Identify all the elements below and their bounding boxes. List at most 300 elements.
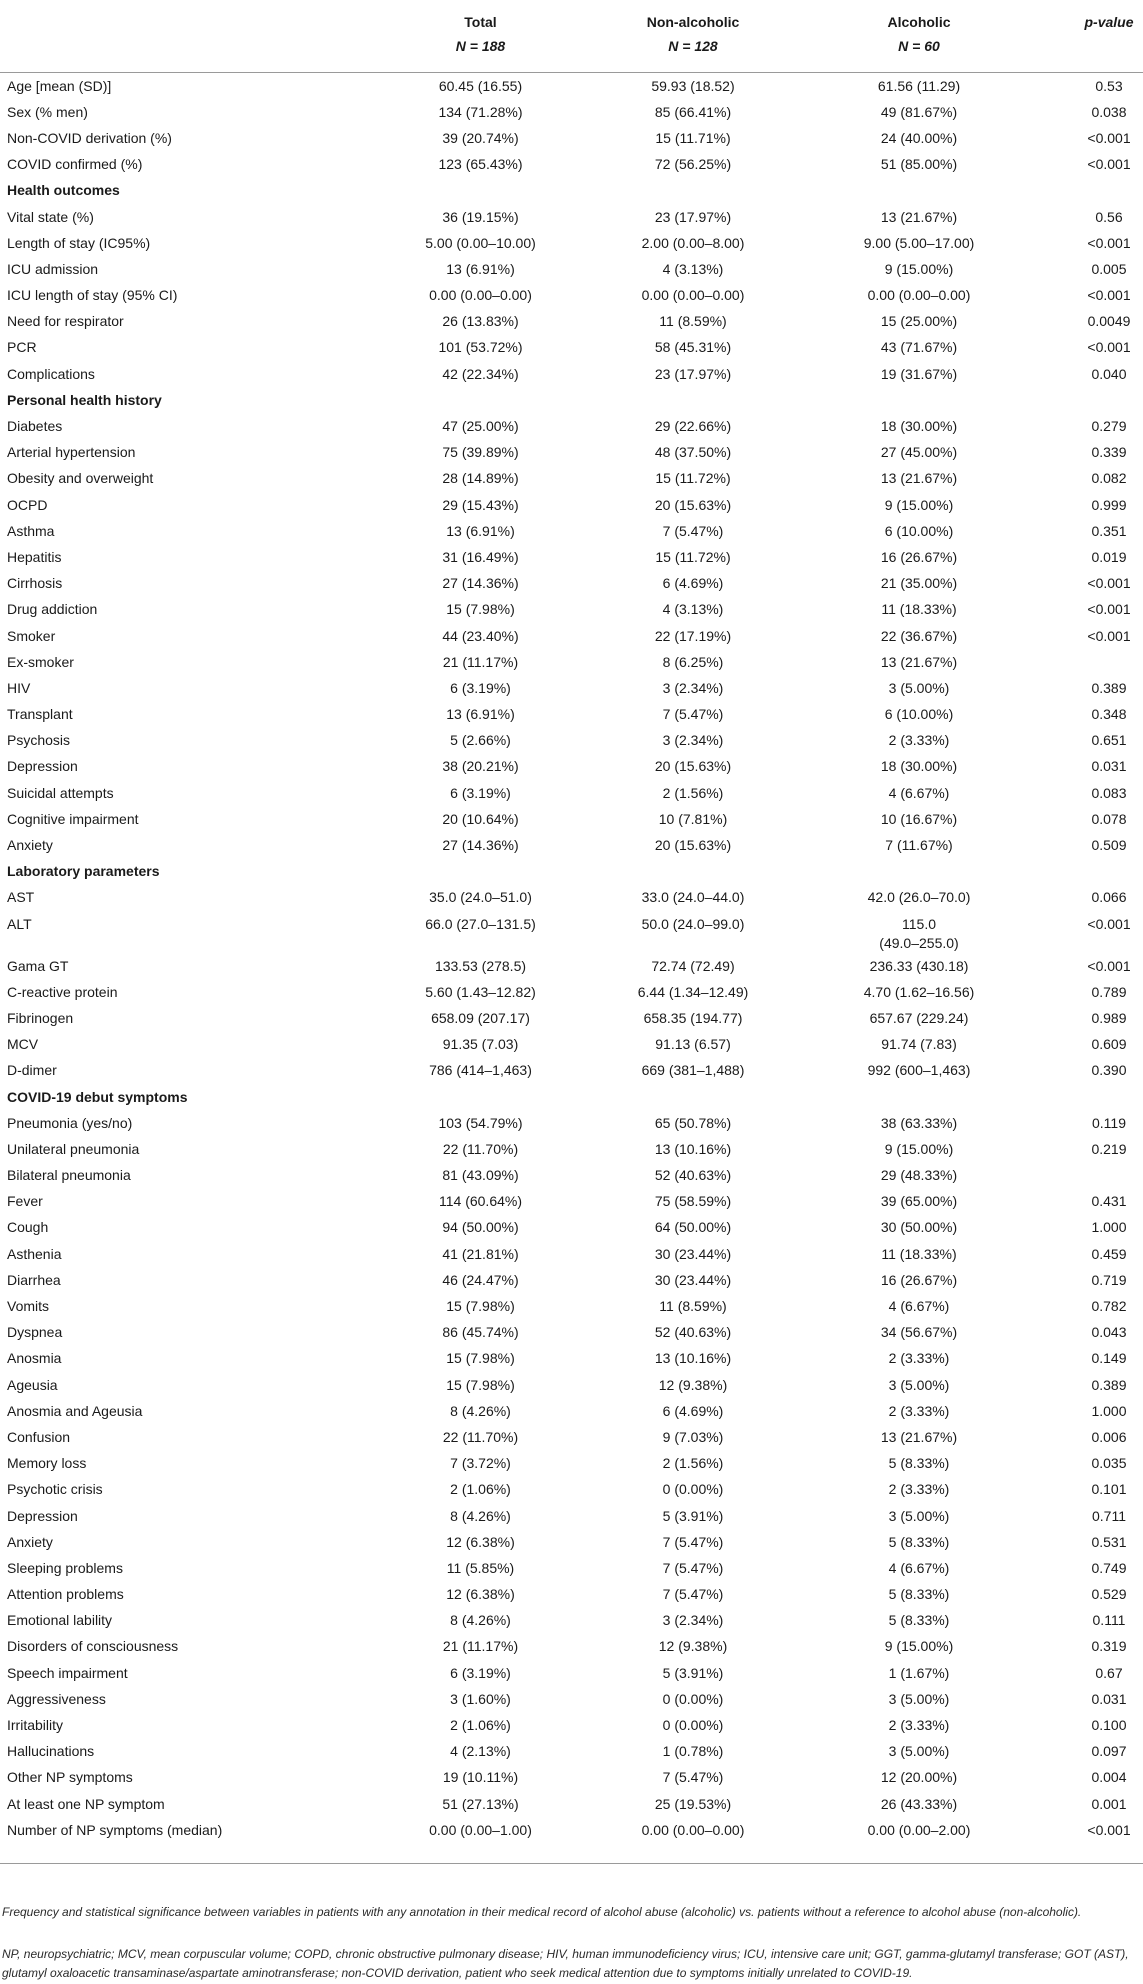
cell-nonalcoholic: 13 (10.16%) bbox=[654, 1140, 732, 1157]
table-header-row bbox=[0, 0, 1143, 73]
row-label: PCR bbox=[7, 339, 37, 356]
cell-alcoholic: 3 (5.00%) bbox=[888, 1743, 950, 1760]
table-row bbox=[0, 806, 1143, 832]
table-row bbox=[0, 1136, 1143, 1162]
row-label: Drug addiction bbox=[7, 601, 98, 618]
cell-nonalcoholic: 75 (58.59%) bbox=[654, 1193, 732, 1210]
cell-nonalcoholic: 7 (5.47%) bbox=[662, 1769, 724, 1786]
cell-alcoholic: 236.33 (430.18) bbox=[869, 957, 969, 974]
cell-total: 786 (414–1,463) bbox=[429, 1062, 532, 1079]
row-label: COVID confirmed (%) bbox=[7, 156, 143, 173]
cell-alcoholic: 27 (45.00%) bbox=[880, 444, 958, 461]
row-label: Length of stay (IC95%) bbox=[7, 234, 151, 251]
table-row bbox=[0, 1712, 1143, 1738]
table-row bbox=[0, 1110, 1143, 1136]
row-label: Obesity and overweight bbox=[7, 470, 154, 487]
table-row bbox=[0, 256, 1143, 282]
table-row bbox=[0, 283, 1143, 309]
table-row bbox=[0, 1372, 1143, 1398]
cell-nonalcoholic: 12 (9.38%) bbox=[658, 1638, 728, 1655]
cell-total: 66.0 (27.0–131.5) bbox=[425, 916, 536, 932]
row-label: Irritability bbox=[7, 1717, 64, 1734]
cell-nonalcoholic: 15 (11.71%) bbox=[655, 129, 731, 146]
cell-alcoholic: 91.74 (7.83) bbox=[881, 1036, 957, 1053]
table-row bbox=[0, 1765, 1143, 1791]
cell-total: 11 (5.85%) bbox=[446, 1559, 515, 1576]
cell-total: 38 (20.21%) bbox=[442, 758, 519, 775]
cell-pvalue: 0.279 bbox=[1091, 418, 1127, 435]
cell-total: 8 (4.26%) bbox=[450, 1507, 511, 1524]
cell-pvalue: 1.000 bbox=[1091, 1219, 1127, 1236]
cell-nonalcoholic: 85 (66.41%) bbox=[654, 103, 732, 120]
cell-total: 22 (11.70%) bbox=[442, 1140, 519, 1157]
header-alcoholic-label: Alcoholic bbox=[887, 14, 951, 30]
cell-alcoholic: 11 (18.33%) bbox=[881, 1245, 957, 1262]
cell-nonalcoholic: 4 (3.13%) bbox=[662, 260, 724, 277]
cell-total: 4 (2.13%) bbox=[450, 1743, 511, 1760]
table-body bbox=[0, 73, 1143, 1864]
cell-alcoholic: 10 (16.67%) bbox=[880, 810, 958, 827]
cell-nonalcoholic: 6 (4.69%) bbox=[662, 1402, 724, 1419]
cell-alcoholic: 26 (43.33%) bbox=[880, 1795, 958, 1812]
header-alcoholic-n: N = 60 bbox=[898, 38, 940, 54]
cell-total: 13 (6.91%) bbox=[446, 706, 515, 723]
cell-nonalcoholic: 20 (15.63%) bbox=[654, 758, 732, 775]
cell-pvalue: 0.390 bbox=[1091, 1062, 1127, 1079]
cell-total: 94 (50.00%) bbox=[442, 1219, 519, 1236]
cell-pvalue: 0.040 bbox=[1091, 365, 1127, 382]
cell-alcoholic: 0.00 (0.00–0.00) bbox=[867, 287, 971, 304]
cell-alcoholic: 29 (48.33%) bbox=[880, 1167, 958, 1184]
cell-nonalcoholic: 7 (5.47%) bbox=[662, 1586, 724, 1603]
row-label: Gama GT bbox=[7, 957, 69, 974]
header-alcoholic bbox=[809, 0, 1029, 73]
table-row bbox=[0, 152, 1143, 178]
cell-pvalue: 0.078 bbox=[1091, 810, 1127, 827]
cell-total: 12 (6.38%) bbox=[446, 1586, 515, 1603]
cell-total: 81 (43.09%) bbox=[442, 1167, 519, 1184]
table-row bbox=[0, 1791, 1143, 1817]
header-total bbox=[384, 0, 577, 73]
cell-nonalcoholic: 9 (7.03%) bbox=[662, 1428, 724, 1445]
cell-alcoholic: 18 (30.00%) bbox=[880, 758, 958, 775]
table-row bbox=[0, 204, 1143, 230]
cell-total: 29 (15.43%) bbox=[442, 496, 519, 513]
cell-total: 60.45 (16.55) bbox=[438, 77, 523, 94]
row-label: Vomits bbox=[7, 1298, 50, 1315]
cell-pvalue: 0.711 bbox=[1092, 1507, 1126, 1524]
cell-nonalcoholic: 52 (40.63%) bbox=[654, 1167, 732, 1184]
row-label: Anosmia bbox=[7, 1350, 62, 1367]
row-label: Asthenia bbox=[7, 1245, 62, 1262]
cell-nonalcoholic: 20 (15.63%) bbox=[654, 837, 732, 854]
cell-pvalue bbox=[1029, 1163, 1143, 1189]
cell-total: 123 (65.43%) bbox=[438, 156, 523, 173]
row-label: Psychosis bbox=[7, 732, 71, 749]
cell-total: 91.35 (7.03) bbox=[442, 1036, 519, 1053]
cell-pvalue: 0.083 bbox=[1091, 784, 1127, 801]
cell-alcoholic: 2 (3.33%) bbox=[888, 1481, 950, 1498]
cell-nonalcoholic: 3 (2.34%) bbox=[662, 732, 724, 749]
row-label: Confusion bbox=[7, 1428, 71, 1445]
cell-pvalue: 0.319 bbox=[1091, 1638, 1127, 1655]
cell-alcoholic: 18 (30.00%) bbox=[880, 418, 958, 435]
cell-total: 13 (6.91%) bbox=[446, 522, 515, 539]
row-label: Anxiety bbox=[7, 837, 53, 854]
cell-alcoholic: 39 (65.00%) bbox=[880, 1193, 958, 1210]
table-row bbox=[0, 1739, 1143, 1765]
cell-pvalue: 0.67 bbox=[1095, 1664, 1123, 1681]
header-total-n: N = 188 bbox=[455, 38, 506, 54]
cell-total: 8 (4.26%) bbox=[450, 1612, 511, 1629]
table-row bbox=[0, 1555, 1143, 1581]
table-row bbox=[0, 99, 1143, 125]
table-row bbox=[0, 1582, 1143, 1608]
row-label: C-reactive protein bbox=[7, 983, 118, 1000]
cell-nonalcoholic: 7 (5.47%) bbox=[662, 522, 724, 539]
cell-alcoholic: 1 (1.67%) bbox=[888, 1664, 950, 1681]
cell-nonalcoholic: 3 (2.34%) bbox=[662, 679, 724, 696]
cell-nonalcoholic: 0.00 (0.00–0.00) bbox=[641, 287, 745, 304]
cell-total: 114 (60.64%) bbox=[438, 1193, 522, 1210]
cell-alcoholic: 12 (20.00%) bbox=[880, 1769, 958, 1786]
row-label: At least one NP symptom bbox=[7, 1795, 165, 1812]
row-label: Number of NP symptoms (median) bbox=[0, 1817, 384, 1864]
cell-nonalcoholic: 658.35 (194.77) bbox=[643, 1009, 743, 1026]
cell-alcoholic bbox=[809, 911, 1029, 953]
cell-total: 6 (3.19%) bbox=[450, 784, 511, 801]
section-title: Health outcomes bbox=[7, 182, 120, 199]
cell-alcoholic: 2 (3.33%) bbox=[888, 1717, 950, 1734]
cell-nonalcoholic: 0 (0.00%) bbox=[662, 1690, 724, 1707]
row-label: Dyspnea bbox=[7, 1324, 63, 1341]
cell-alcoholic: 11 (18.33%) bbox=[881, 601, 957, 618]
table-row bbox=[0, 754, 1143, 780]
table-row bbox=[0, 1293, 1143, 1319]
cell-alcoholic: 7 (11.67%) bbox=[885, 837, 953, 854]
cell-nonalcoholic: 1 (0.78%) bbox=[662, 1743, 724, 1760]
cell-total: 0.00 (0.00–1.00) bbox=[384, 1817, 577, 1864]
table-row bbox=[0, 230, 1143, 256]
cell-total: 15 (7.98%) bbox=[446, 1350, 515, 1367]
cell-nonalcoholic: 25 (19.53%) bbox=[654, 1795, 732, 1812]
cell-alcoholic: 19 (31.67%) bbox=[880, 365, 958, 382]
cell-pvalue: 0.609 bbox=[1091, 1036, 1127, 1053]
table-row bbox=[0, 1320, 1143, 1346]
cell-pvalue: 0.111 bbox=[1092, 1612, 1126, 1629]
cell-pvalue: 0.339 bbox=[1091, 444, 1127, 461]
row-label: Hepatitis bbox=[7, 548, 62, 565]
cell-nonalcoholic: 8 (6.25%) bbox=[662, 653, 724, 670]
cell-total: 134 (71.28%) bbox=[438, 103, 523, 120]
table-row bbox=[0, 728, 1143, 754]
cell-total: 2 (1.06%) bbox=[450, 1481, 511, 1498]
cell-nonalcoholic: 64 (50.00%) bbox=[654, 1219, 732, 1236]
cell-alcoholic: 5 (8.33%) bbox=[888, 1612, 950, 1629]
cell-alcoholic: 13 (21.67%) bbox=[880, 208, 958, 225]
header-nonalcoholic-n: N = 128 bbox=[668, 38, 718, 54]
header-pvalue: p-value bbox=[1029, 0, 1143, 73]
table-row bbox=[0, 623, 1143, 649]
cell-pvalue: 0.351 bbox=[1091, 522, 1127, 539]
row-label: Pneumonia (yes/no) bbox=[7, 1114, 133, 1131]
cell-alcoholic: 13 (21.67%) bbox=[880, 653, 958, 670]
section-title: Personal health history bbox=[7, 391, 162, 408]
cell-pvalue: 0.031 bbox=[1091, 758, 1127, 775]
cell-pvalue: 0.348 bbox=[1091, 706, 1127, 723]
cell-nonalcoholic: 52 (40.63%) bbox=[654, 1324, 732, 1341]
cell-alcoholic: 9 (15.00%) bbox=[884, 1638, 954, 1655]
cell-pvalue: 0.749 bbox=[1091, 1559, 1127, 1576]
cell-alcoholic: 38 (63.33%) bbox=[880, 1114, 958, 1131]
cell-pvalue: 0.101 bbox=[1091, 1481, 1127, 1498]
cell-pvalue: 0.001 bbox=[1091, 1795, 1127, 1812]
row-label: Fever bbox=[7, 1193, 43, 1210]
row-label: Disorders of consciousness bbox=[7, 1638, 179, 1655]
row-label: Cough bbox=[7, 1219, 49, 1236]
row-label: Cognitive impairment bbox=[7, 810, 139, 827]
cell-nonalcoholic: 4 (3.13%) bbox=[662, 601, 724, 618]
row-label: Smoker bbox=[7, 627, 56, 644]
cell-pvalue: <0.001 bbox=[1087, 575, 1131, 592]
row-label: ICU length of stay (95% CI) bbox=[7, 287, 178, 304]
cell-nonalcoholic: 23 (17.97%) bbox=[654, 208, 732, 225]
cell-pvalue: 0.097 bbox=[1091, 1743, 1127, 1760]
cell-total: 35.0 (24.0–51.0) bbox=[429, 889, 532, 906]
cell-nonalcoholic: 15 (11.72%) bbox=[655, 470, 731, 487]
row-label: Fibrinogen bbox=[7, 1009, 74, 1026]
table-row bbox=[0, 544, 1143, 570]
cell-nonalcoholic: 59.93 (18.52) bbox=[651, 77, 735, 94]
row-label: Aggressiveness bbox=[7, 1690, 106, 1707]
cell-pvalue: 0.031 bbox=[1091, 1690, 1127, 1707]
cell-alcoholic: 9 (15.00%) bbox=[884, 1140, 954, 1157]
cell-alcoholic: 61.56 (11.29) bbox=[877, 77, 961, 94]
cell-total: 36 (19.15%) bbox=[442, 208, 519, 225]
cell-pvalue: <0.001 bbox=[1087, 234, 1131, 251]
cell-nonalcoholic: 15 (11.72%) bbox=[655, 548, 731, 565]
cell-pvalue: 0.509 bbox=[1091, 837, 1127, 854]
row-label: Cirrhosis bbox=[7, 575, 63, 592]
row-label: ICU admission bbox=[7, 260, 99, 277]
cell-total: 51 (27.13%) bbox=[442, 1795, 519, 1812]
table-row bbox=[0, 911, 1143, 953]
cell-nonalcoholic: 0 (0.00%) bbox=[662, 1481, 724, 1498]
row-label: Hallucinations bbox=[7, 1743, 95, 1760]
row-label: OCPD bbox=[7, 496, 48, 513]
cell-total: 75 (39.89%) bbox=[442, 444, 519, 461]
row-label: AST bbox=[7, 889, 35, 906]
cell-nonalcoholic: 30 (23.44%) bbox=[654, 1245, 732, 1262]
row-label: Need for respirator bbox=[7, 313, 124, 330]
cell-alcoholic: 4 (6.67%) bbox=[888, 784, 950, 801]
cell-nonalcoholic: 12 (9.38%) bbox=[658, 1376, 728, 1393]
cell-alcoholic: 21 (35.00%) bbox=[880, 575, 958, 592]
cell-total: 19 (10.11%) bbox=[442, 1769, 519, 1786]
cell-alcoholic: 5 (8.33%) bbox=[888, 1533, 950, 1550]
cell-nonalcoholic: 6 (4.69%) bbox=[662, 575, 724, 592]
cell-total: 103 (54.79%) bbox=[438, 1114, 523, 1131]
row-label: Depression bbox=[7, 758, 78, 775]
cell-alcoholic: 2 (3.33%) bbox=[888, 732, 950, 749]
table-row bbox=[0, 597, 1143, 623]
cell-nonalcoholic: 48 (37.50%) bbox=[654, 444, 732, 461]
table-row bbox=[0, 413, 1143, 439]
row-label: Psychotic crisis bbox=[7, 1481, 103, 1498]
table-row bbox=[0, 1424, 1143, 1450]
row-label: Anxiety bbox=[7, 1533, 53, 1550]
cell-nonalcoholic: 7 (5.47%) bbox=[662, 1559, 724, 1576]
cell-alcoholic: 16 (26.67%) bbox=[880, 548, 958, 565]
table-footnote-description: Frequency and statistical significance between variables in patients with any annotation in their medical record of alcohol abuse (alcoholic) vs. patients without a reference to alcohol abuse (non-alcoholic). bbox=[2, 1905, 1082, 1919]
table-row bbox=[0, 780, 1143, 806]
section-header-row bbox=[0, 387, 1143, 413]
table-row bbox=[0, 979, 1143, 1005]
cell-pvalue: 0.100 bbox=[1091, 1717, 1127, 1734]
table-row bbox=[0, 953, 1143, 979]
table-row bbox=[0, 1058, 1143, 1084]
cell-pvalue bbox=[1029, 649, 1143, 675]
cell-alcoholic: 51 (85.00%) bbox=[880, 156, 958, 173]
row-label: Complications bbox=[7, 365, 95, 382]
table-row bbox=[0, 1477, 1143, 1503]
table-row bbox=[0, 1005, 1143, 1031]
cell-alcoholic: 3 (5.00%) bbox=[888, 1376, 950, 1393]
cell-pvalue: 0.119 bbox=[1092, 1114, 1126, 1131]
section-title: Laboratory parameters bbox=[7, 863, 160, 880]
cell-pvalue: <0.001 bbox=[1087, 287, 1131, 304]
cell-pvalue: 0.782 bbox=[1091, 1298, 1127, 1315]
cell-total: 44 (23.40%) bbox=[442, 627, 519, 644]
table-row bbox=[0, 1163, 1143, 1189]
cell-nonalcoholic: 22 (17.19%) bbox=[654, 627, 732, 644]
row-label: D-dimer bbox=[7, 1062, 57, 1079]
cell-pvalue: 0.038 bbox=[1091, 103, 1127, 120]
cell-pvalue: <0.001 bbox=[1087, 129, 1131, 146]
cell-alcoholic: 6 (10.00%) bbox=[884, 706, 954, 723]
cell-alcoholic: 4 (6.67%) bbox=[888, 1559, 950, 1576]
cell-total: 101 (53.72%) bbox=[438, 339, 523, 356]
cell-nonalcoholic: 33.0 (24.0–44.0) bbox=[641, 889, 745, 906]
cell-alcoholic: 6 (10.00%) bbox=[884, 522, 954, 539]
table-row bbox=[0, 125, 1143, 151]
cell-pvalue: 0.149 bbox=[1091, 1350, 1127, 1367]
cell-nonalcoholic: 3 (2.34%) bbox=[662, 1612, 724, 1629]
table-row bbox=[0, 1817, 1143, 1864]
cell-total: 22 (11.70%) bbox=[442, 1428, 519, 1445]
cell-alcoholic-line2: (49.0–255.0) bbox=[879, 935, 959, 951]
table-row bbox=[0, 675, 1143, 701]
cell-nonalcoholic: 2 (1.56%) bbox=[662, 1455, 724, 1472]
row-label: HIV bbox=[7, 679, 31, 696]
cell-nonalcoholic: 72.74 (72.49) bbox=[651, 957, 735, 974]
cell-total: 6 (3.19%) bbox=[450, 1664, 511, 1681]
cell-total: 20 (10.64%) bbox=[442, 810, 519, 827]
table-row bbox=[0, 832, 1143, 858]
cell-total: 86 (45.74%) bbox=[442, 1324, 519, 1341]
table-row bbox=[0, 1660, 1143, 1686]
row-label: Non-COVID derivation (%) bbox=[7, 129, 172, 146]
cell-alcoholic: 42.0 (26.0–70.0) bbox=[867, 889, 971, 906]
cell-pvalue: 0.006 bbox=[1091, 1428, 1127, 1445]
table-row bbox=[0, 1451, 1143, 1477]
table-row bbox=[0, 73, 1143, 100]
cell-alcoholic: 3 (5.00%) bbox=[888, 679, 950, 696]
cell-alcoholic: 13 (21.67%) bbox=[880, 1428, 958, 1445]
cell-total: 12 (6.38%) bbox=[446, 1533, 515, 1550]
cell-total: 13 (6.91%) bbox=[446, 260, 515, 277]
cell-alcoholic: 0.00 (0.00–2.00) bbox=[809, 1817, 1029, 1864]
table-row bbox=[0, 518, 1143, 544]
cell-alcoholic: 5 (8.33%) bbox=[888, 1586, 950, 1603]
cell-alcoholic: 9 (15.00%) bbox=[884, 496, 954, 513]
row-label: Depression bbox=[7, 1507, 78, 1524]
row-label: Diarrhea bbox=[7, 1271, 61, 1288]
cell-pvalue: <0.001 bbox=[1087, 339, 1131, 356]
cell-alcoholic: 657.67 (229.24) bbox=[869, 1009, 969, 1026]
cell-pvalue: 0.005 bbox=[1091, 260, 1127, 277]
cell-alcoholic: 49 (81.67%) bbox=[880, 103, 958, 120]
cell-total: 21 (11.17%) bbox=[442, 653, 519, 670]
cell-nonalcoholic: 669 (381–1,488) bbox=[641, 1062, 745, 1079]
cell-pvalue: 0.989 bbox=[1091, 1009, 1127, 1026]
row-label: ALT bbox=[7, 916, 32, 932]
row-label: Age [mean (SD)] bbox=[7, 77, 112, 94]
table-row bbox=[0, 1032, 1143, 1058]
cell-pvalue: 0.56 bbox=[1095, 208, 1123, 225]
cell-alcoholic: 16 (26.67%) bbox=[880, 1271, 958, 1288]
row-label: MCV bbox=[7, 1036, 39, 1053]
row-label: Diabetes bbox=[7, 418, 63, 435]
cell-alcoholic: 3 (5.00%) bbox=[888, 1507, 950, 1524]
row-label: Sex (% men) bbox=[7, 103, 88, 120]
cell-nonalcoholic: 0.00 (0.00–0.00) bbox=[577, 1817, 809, 1864]
cell-pvalue: 0.389 bbox=[1091, 679, 1127, 696]
table-row bbox=[0, 1686, 1143, 1712]
row-label: Transplant bbox=[7, 706, 73, 723]
cell-alcoholic: 30 (50.00%) bbox=[880, 1219, 958, 1236]
cell-nonalcoholic: 65 (50.78%) bbox=[654, 1114, 732, 1131]
cell-pvalue: 1.000 bbox=[1091, 1402, 1127, 1419]
cell-pvalue: 0.719 bbox=[1091, 1271, 1127, 1288]
cell-total: 42 (22.34%) bbox=[442, 365, 519, 382]
cell-pvalue: 0.389 bbox=[1091, 1376, 1127, 1393]
cell-total: 46 (24.47%) bbox=[442, 1271, 519, 1288]
section-title: COVID-19 debut symptoms bbox=[7, 1088, 188, 1105]
cell-alcoholic: 2 (3.33%) bbox=[888, 1402, 950, 1419]
cell-pvalue: 0.035 bbox=[1091, 1455, 1127, 1472]
cell-nonalcoholic: 10 (7.81%) bbox=[658, 810, 728, 827]
cell-total: 2 (1.06%) bbox=[450, 1717, 511, 1734]
cell-total: 658.09 (207.17) bbox=[431, 1009, 530, 1026]
cell-nonalcoholic: 11 (8.59%) bbox=[659, 1298, 727, 1315]
cell-alcoholic: 15 (25.00%) bbox=[880, 313, 958, 330]
cell-pvalue: 0.019 bbox=[1091, 548, 1127, 565]
table-row bbox=[0, 702, 1143, 728]
cell-alcoholic: 34 (56.67%) bbox=[880, 1324, 958, 1341]
cell-pvalue: <0.001 bbox=[1087, 627, 1131, 644]
cell-nonalcoholic: 29 (22.66%) bbox=[654, 418, 732, 435]
table-row bbox=[0, 1215, 1143, 1241]
row-label: Vital state (%) bbox=[7, 208, 94, 225]
cell-total: 0.00 (0.00–0.00) bbox=[429, 287, 532, 304]
cell-alcoholic: 9.00 (5.00–17.00) bbox=[863, 234, 975, 251]
table-row bbox=[0, 1189, 1143, 1215]
table-row bbox=[0, 649, 1143, 675]
row-label: Attention problems bbox=[7, 1586, 124, 1603]
cell-alcoholic: 992 (600–1,463) bbox=[867, 1062, 971, 1079]
cell-total: 3 (1.60%) bbox=[450, 1690, 511, 1707]
